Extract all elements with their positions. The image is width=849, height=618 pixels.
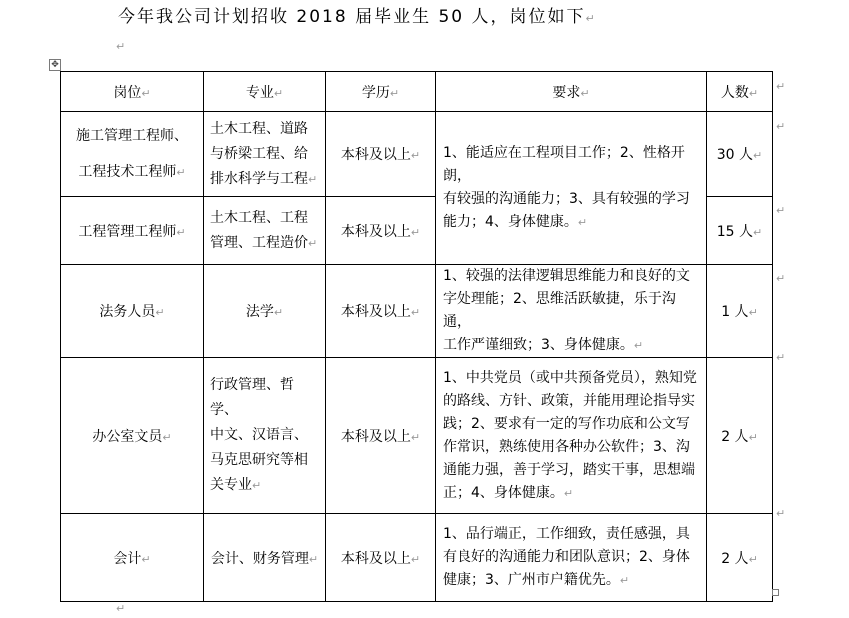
cell-education: 本科及以上↵ xyxy=(326,358,436,514)
header-requirements: 要求↵ xyxy=(436,72,707,112)
row-end-mark-icon: ↵ xyxy=(776,120,786,133)
table-header-row xyxy=(61,72,773,112)
table-row xyxy=(61,358,773,514)
header-count: 人数↵ xyxy=(707,72,773,112)
cell-count: 2 人↵ xyxy=(707,358,773,514)
cell-education: 本科及以上↵ xyxy=(326,112,436,197)
cell-count: 15 人↵ xyxy=(707,197,773,265)
cell-major: 土木工程、道路 与桥梁工程、给 排水科学与工程↵ xyxy=(204,112,326,197)
header-position: 岗位↵ xyxy=(61,72,204,112)
header-major: 专业↵ xyxy=(204,72,326,112)
cell-major: 土木工程、工程 管理、工程造价↵ xyxy=(204,197,326,265)
row-end-mark-icon: ↵ xyxy=(776,351,786,364)
paragraph-mark-icon: ↵ xyxy=(116,40,126,53)
paragraph-mark-icon: ↵ xyxy=(585,12,597,25)
cell-major: 法学↵ xyxy=(204,265,326,358)
cell-requirements: 1、较强的法律逻辑思维能力和良好的文 字处理能；2、思维活跃敏捷，乐于沟通， 工作严谨细致；3、身体健康。↵ xyxy=(436,265,707,358)
jobs-table xyxy=(60,71,773,602)
cell-requirements-merged: 1、能适应在工程项目工作；2、性格开朗， 有较强的沟通能力；3、具有较强的学习 能力；4、身体健康。↵ xyxy=(436,112,707,265)
paragraph-mark-icon: ↵ xyxy=(116,602,126,615)
table-move-handle-icon[interactable]: ✥ xyxy=(49,59,61,71)
cell-position: 会计↵ xyxy=(61,514,204,602)
table-row xyxy=(61,265,773,358)
cell-education: 本科及以上↵ xyxy=(326,514,436,602)
intro-text: 今年我公司计划招收 2018 届毕业生 50 人，岗位如下 xyxy=(118,7,586,27)
cell-position: 法务人员↵ xyxy=(61,265,204,358)
cell-count: 2 人↵ xyxy=(707,514,773,602)
cell-major: 行政管理、哲学、 中文、汉语言、 马克思研究等相 关专业↵ xyxy=(204,358,326,514)
cell-position: 工程管理工程师↵ xyxy=(61,197,204,265)
cell-education: 本科及以上↵ xyxy=(326,265,436,358)
table-resize-handle-icon[interactable] xyxy=(772,589,779,596)
cell-count: 30 人↵ xyxy=(707,112,773,197)
cell-requirements: 1、品行端正，工作细致，责任感强，具 有良好的沟通能力和团队意识；2、身体 健康；3、广州市户籍优先。↵ xyxy=(436,514,707,602)
cell-count: 1 人↵ xyxy=(707,265,773,358)
row-end-mark-icon: ↵ xyxy=(776,507,786,520)
table-row xyxy=(61,514,773,602)
cell-position: 办公室文员↵ xyxy=(61,358,204,514)
row-end-mark-icon: ↵ xyxy=(776,204,786,217)
cell-position: 施工管理工程师、 工程技术工程师↵ xyxy=(61,112,204,197)
cell-major: 会计、财务管理↵ xyxy=(204,514,326,602)
table-row xyxy=(61,112,773,197)
cell-requirements: 1、中共党员（或中共预备党员），熟知党 的路线、方针、政策，并能用理论指导实 践；2、要求有一定的写作功底和公文写 作常识，熟练使用各种办公软件；3、沟 通能力强，善于学习，踏实干事，思想端 正；4、身体健康。↵ xyxy=(436,358,707,514)
row-end-mark-icon: ↵ xyxy=(776,80,786,93)
cell-education: 本科及以上↵ xyxy=(326,197,436,265)
intro-line xyxy=(118,2,597,27)
header-education: 学历↵ xyxy=(326,72,436,112)
row-end-mark-icon: ↵ xyxy=(776,272,786,285)
